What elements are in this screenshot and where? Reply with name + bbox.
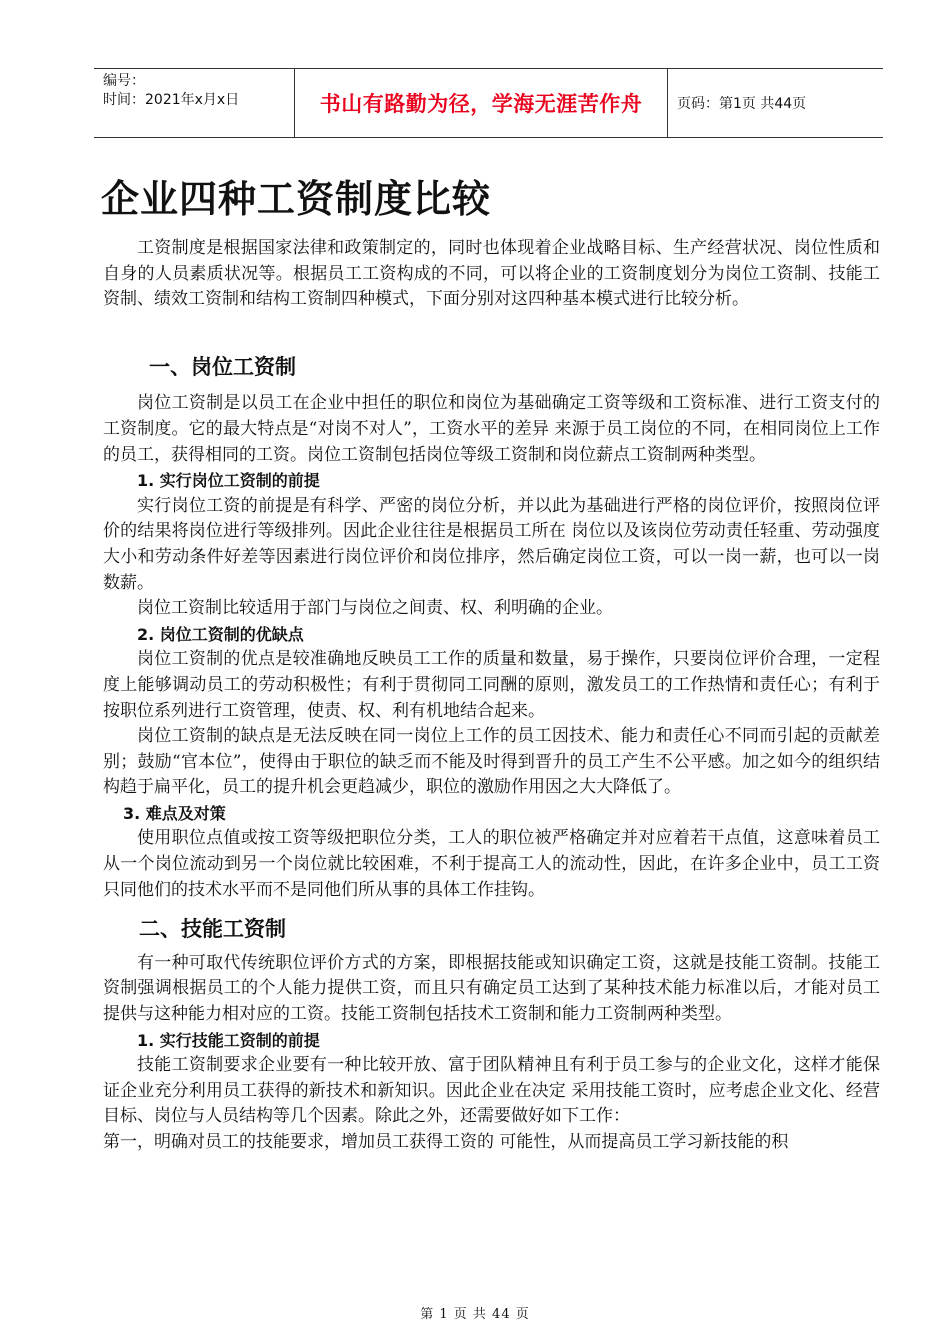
section-1-subheading-3: 3. 难点及对策 — [123, 803, 226, 823]
section-1-paragraph: 使用职位点值或按工资等级把职位分类，工人的职位被严格确定并对应着若干点值，这意味着员工从一个岗位流动到另一个岗位就比较困难，不利于提高工人的流动性，因此，在许多企业中，员工工资只同他们的技术水平而不是同他们所从事的具体工作挂钩。 — [103, 828, 880, 900]
section-1-paragraph: 岗位工资制的优点是较准确地反映员工工作的质量和数量，易于操作，只要岗位评价合理，一定程度上能够调动员工的劳动积极性；有利于贯彻同工同酬的原则，激发员工的工作热情和责任心；有利于按职位系列进行工资管理，使责、权、利有机地结合起来。 — [103, 649, 880, 721]
section-2-heading: 二、技能工资制 — [139, 917, 286, 942]
section-1-heading: 一、岗位工资制 — [149, 354, 296, 379]
section-1-subheading-1: 1. 实行岗位工资制的前提 — [137, 471, 320, 491]
header-page-label: 页码：第1页 共44页 — [677, 96, 807, 112]
page-footer: 第 1 页 共 44 页 — [420, 1307, 530, 1322]
section-1-paragraph: 实行岗位工资的前提是有科学、严密的岗位分析，并以此为基础进行严格的岗位评价，按照岗位评价的结果将岗位进行等级排列。因此企业往往是根据员工所在 岗位以及该岗位劳动责任轻重、劳动强度大小和劳动条件好差等因素进行岗位评价和岗位排序，然后确定岗位工资，可以一岗一薪，也可以一岗数薪。 — [103, 495, 880, 593]
header-info-cell — [94, 69, 295, 137]
header-table — [94, 68, 883, 138]
section-1-subheading-2: 2. 岗位工资制的优缺点 — [137, 624, 304, 644]
section-1-paragraph: 岗位工资制的缺点是无法反映在同一岗位上工作的员工因技术、能力和责任心不同而引起的贡献差别；鼓励“官本位”，使得由于职位的缺乏而不能及时得到晋升的员工产生不公平感。加之如今的组织结构趋于扁平化，员工的提升机会更趋减少，职位的激励作用因之大大降低了。 — [103, 726, 880, 798]
intro-paragraph: 工资制度是根据国家法律和政策制定的，同时也体现着企业战略目标、生产经营状况、岗位性质和自身的人员素质状况等。根据员工工资构成的不同，可以将企业的工资制度划分为岗位工资制、技能工资制、绩效工资制和结构工资制四种模式，下面分别对这四种基本模式进行比较分析。 — [103, 238, 880, 310]
section-2-paragraph: 技能工资制要求企业要有一种比较开放、富于团队精神且有利于员工参与的企业文化，这样才能保证企业充分利用员工获得的新技术和新知识。因此企业在决定 采用技能工资时，应考虑企业文化、经营目标、岗位与人员结构等几个因素。除此之外，还需要做好如下工作： — [103, 1055, 880, 1127]
document-body — [103, 236, 880, 1156]
section-1-paragraph: 岗位工资制是以员工在企业中担任的职位和岗位为基础确定工资等级和工资标准、进行工资支付的工资制度。它的最大特点是“对岗不对人”，工资水平的差异 来源于员工岗位的不同，在相同岗位上工作的员工，获得相同的工资。岗位工资制包括岗位等级工资制和岗位薪点工资制两种类型。 — [103, 393, 880, 465]
section-2-paragraph: 第一，明确对员工的技能要求，增加员工获得工资的 可能性，从而提高员工学习新技能的积 — [103, 1132, 789, 1152]
document-title: 企业四种工资制度比较 — [101, 176, 492, 221]
section-2-paragraph: 有一种可取代传统职位评价方式的方案，即根据技能或知识确定工资，这就是技能工资制。技能工资制强调根据员工的个人能力提供工资，而且只有确定员工达到了某种技术能力标准以后，才能对员工提供与这种能力相对应的工资。技能工资制包括技术工资制和能力工资制两种类型。 — [103, 952, 880, 1025]
document-number-label: 编号： — [103, 73, 145, 89]
header-motto: 书山有路勤为径，学海无涯苦作舟 — [295, 69, 668, 137]
section-2-subheading-1: 1. 实行技能工资制的前提 — [137, 1030, 320, 1050]
section-1-paragraph: 岗位工资制比较适用于部门与岗位之间责、权、利明确的企业。 — [137, 598, 613, 619]
document-time-label: 时间：2021年x月x日 — [103, 92, 240, 108]
